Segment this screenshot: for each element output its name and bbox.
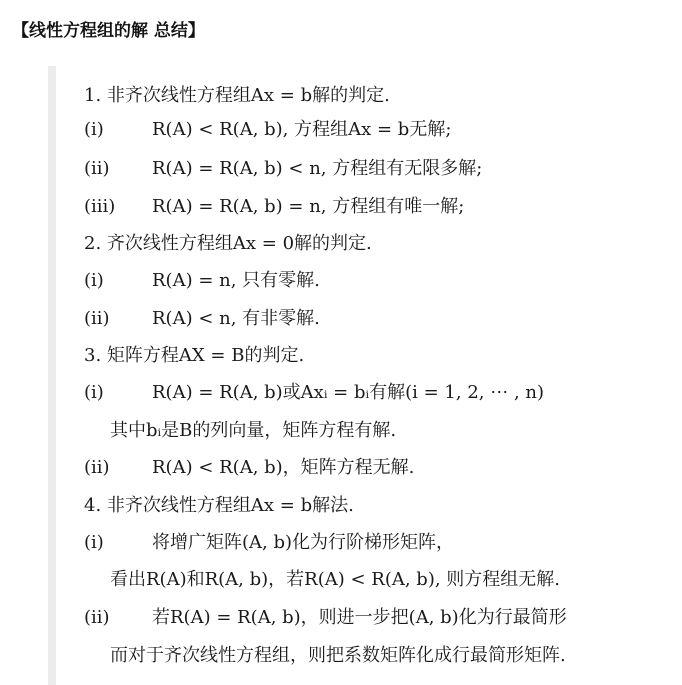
- section-4-case-i: [84, 531, 454, 555]
- line-text: 其中bᵢ是B的列向量，矩阵方程有解.: [110, 420, 397, 441]
- line-text: 若R(A) = R(A, b)，则进一步把(A, b)化为行最简形: [152, 607, 567, 628]
- line-text: R(A) < n, 有非零解.: [152, 308, 320, 329]
- line-text: 看出R(A)和R(A, b)，若R(A) < R(A, b), 则方程组无解.: [110, 569, 561, 590]
- section-4-heading: [84, 494, 354, 518]
- section-1-case-ii: [84, 157, 482, 181]
- section-2-heading: [84, 232, 372, 256]
- section-3-case-ii: [84, 456, 414, 480]
- line-text: R(A) < R(A, b), 方程组Ax = b无解;: [152, 119, 452, 140]
- case-tag: (ⅱ): [84, 607, 110, 628]
- section-1-case-iii: [84, 195, 464, 219]
- line-text: 2. 齐次线性方程组Ax = 0解的判定.: [84, 233, 372, 254]
- case-tag: (ⅰ): [84, 270, 104, 291]
- case-tag: (ⅲ): [84, 196, 116, 217]
- case-tag: (ⅱ): [84, 457, 110, 478]
- section-1-heading: [84, 84, 390, 108]
- section-4-case-i-continued: [110, 568, 560, 592]
- line-text: R(A) < R(A, b)，矩阵方程无解.: [152, 457, 415, 478]
- line-text: 4. 非齐次线性方程组Ax = b解法.: [84, 495, 354, 516]
- blockquote-bar: [48, 66, 56, 685]
- case-tag: (ⅱ): [84, 158, 110, 179]
- section-4-case-ii: [84, 606, 567, 630]
- line-text: R(A) = R(A, b)或Axᵢ = bᵢ有解(i = 1, 2, ⋯ , n): [152, 382, 545, 403]
- line-text: 3. 矩阵方程AX = B的判定.: [84, 345, 305, 366]
- line-text: 而对于齐次线性方程组，则把系数矩阵化成行最简形矩阵.: [110, 645, 566, 666]
- page-title: 【线性方程组的解 总结】: [12, 21, 205, 41]
- line-text: R(A) = R(A, b) < n, 方程组有无限多解;: [152, 158, 483, 179]
- case-tag: (ⅰ): [84, 532, 104, 553]
- case-tag: (ⅱ): [84, 308, 110, 329]
- section-2-case-ii: [84, 307, 320, 331]
- line-text: R(A) = R(A, b) = n, 方程组有唯一解;: [152, 196, 465, 217]
- section-2-case-i: [84, 269, 320, 293]
- section-3-case-i: [84, 381, 544, 405]
- line-text: R(A) = n, 只有零解.: [152, 270, 320, 291]
- case-tag: (ⅰ): [84, 119, 104, 140]
- line-text: 将增广矩阵(A, b)化为行阶梯形矩阵，: [152, 532, 455, 553]
- section-3-case-i-continued: [110, 419, 396, 443]
- section-3-heading: [84, 344, 304, 368]
- section-1-case-i: [84, 118, 451, 142]
- case-tag: (ⅰ): [84, 382, 104, 403]
- section-4-case-ii-continued: [110, 644, 566, 668]
- line-text: 1. 非齐次线性方程组Ax = b解的判定.: [84, 85, 390, 106]
